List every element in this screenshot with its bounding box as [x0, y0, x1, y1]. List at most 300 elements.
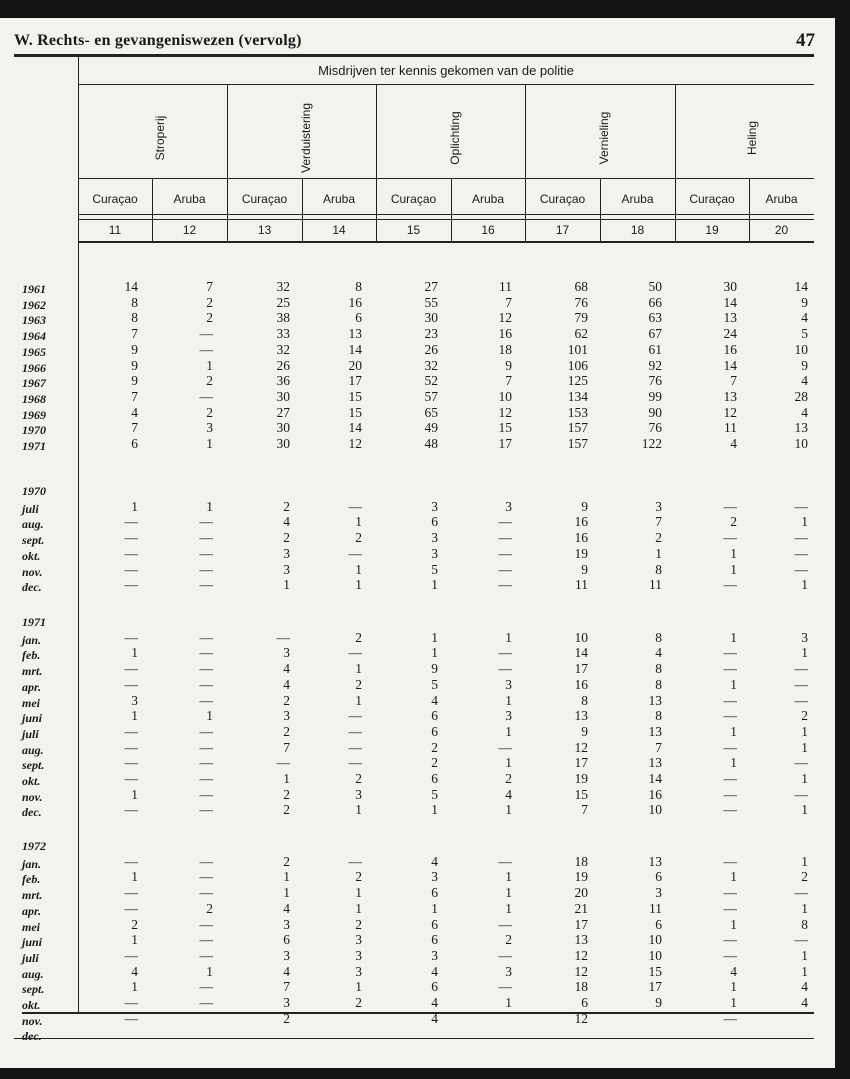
table-cell: 2: [283, 802, 290, 818]
table-cell: —: [498, 979, 512, 995]
row-label: dec.: [22, 805, 42, 820]
table-cell: —: [199, 545, 213, 561]
table-cell: 12: [574, 739, 588, 755]
table-cell: —: [794, 692, 808, 708]
table-cell: —: [498, 916, 512, 932]
row-label: sept.: [22, 758, 45, 773]
column-number: 16: [481, 223, 495, 237]
table-cell: 1: [131, 498, 138, 514]
table-cell: 9: [801, 294, 808, 310]
table-cell: —: [124, 530, 138, 546]
table-cell: 3: [655, 498, 662, 514]
table-cell: —: [199, 661, 213, 677]
table-cell: 9: [131, 357, 138, 373]
table-cell: 1: [505, 995, 512, 1010]
table-cell: —: [199, 645, 213, 661]
row-label: 1969: [22, 407, 46, 422]
table-cell: 7: [730, 373, 737, 389]
table-cell: 1: [730, 561, 737, 577]
table-cell: 4: [801, 979, 808, 995]
page-bottom-rule: [14, 1038, 814, 1039]
table-cell: 14: [348, 341, 362, 357]
table-cell: 2: [206, 294, 213, 310]
table-cell: 1: [801, 771, 808, 786]
table-cell: 4: [801, 404, 808, 420]
column-number: 14: [332, 223, 346, 237]
table-cell: —: [723, 498, 737, 514]
table-cell: 5: [431, 676, 438, 692]
table-cell: 24: [723, 326, 737, 342]
row-label: aug.: [22, 966, 44, 981]
table-cell: —: [124, 739, 138, 755]
group-title: Misdrijven ter kennis gekomen van de politie: [318, 63, 574, 78]
table-cell: 10: [574, 629, 588, 645]
row-label: aug.: [22, 517, 44, 532]
table-cell: 1: [730, 979, 737, 995]
table-cell: 3: [283, 708, 290, 724]
table-cell: 4: [730, 963, 737, 979]
table-cell: —: [794, 561, 808, 577]
table-cell: 4: [431, 692, 438, 708]
row-label: 1965: [22, 344, 46, 359]
table-cell: 14: [794, 279, 808, 294]
table-cell: 2: [801, 869, 808, 885]
table-cell: —: [199, 932, 213, 948]
table-cell: 3: [505, 498, 512, 514]
table-cell: —: [124, 771, 138, 786]
table-cell: 9: [431, 661, 438, 677]
table-cell: 2: [431, 755, 438, 771]
table-cell: 2: [206, 373, 213, 389]
table-cell: —: [199, 947, 213, 963]
table-cell: 26: [424, 341, 438, 357]
category-label-verduistering: Verduistering: [299, 102, 313, 174]
table-cell: —: [348, 645, 362, 661]
table-cell: —: [199, 561, 213, 577]
table-cell: 4: [431, 963, 438, 979]
table-cell: 12: [498, 310, 512, 326]
table-cell: 1: [730, 995, 737, 1010]
table-cell: 30: [276, 388, 290, 404]
table-cell: —: [199, 869, 213, 885]
table-cell: 1: [206, 963, 213, 979]
table-cell: 3: [431, 498, 438, 514]
table-cell: 3: [801, 629, 808, 645]
table-cell: 2: [355, 676, 362, 692]
table-cell: —: [276, 629, 290, 645]
table-cell: 76: [574, 294, 588, 310]
table-cell: —: [124, 995, 138, 1010]
table-cell: 6: [581, 995, 588, 1010]
column-number: 17: [555, 223, 570, 237]
table-cell: 2: [283, 530, 290, 546]
colnum-rule-bottom: [78, 241, 814, 243]
table-cell: 3: [355, 963, 362, 979]
category-label-stroperij: Stroperij: [153, 115, 167, 161]
column-number: 18: [630, 223, 645, 237]
table-cell: 16: [648, 786, 662, 802]
table-cell: 3: [283, 947, 290, 963]
category-label-oplichting: Oplichting: [448, 111, 462, 165]
table-cell: 1: [801, 900, 808, 916]
table-cell: 8: [801, 916, 808, 932]
table-cell: 1: [206, 357, 213, 373]
table-cell: —: [723, 577, 737, 593]
table-cell: 7: [505, 373, 512, 389]
table-cell: 3: [655, 885, 662, 901]
table-cell: 23: [424, 326, 438, 342]
table-cell: 1: [801, 723, 808, 739]
table-cell: 3: [283, 545, 290, 561]
column-number: 11: [108, 223, 122, 237]
row-label: apr.: [22, 679, 42, 694]
table-cell: 62: [574, 326, 588, 342]
table-cell: 1: [431, 629, 438, 645]
table-cell: 48: [424, 436, 438, 451]
row-label: 1970: [22, 423, 46, 438]
table-cell: 4: [431, 853, 438, 869]
row-label: 1971: [22, 439, 46, 453]
table-cell: 6: [431, 916, 438, 932]
table-cell: —: [276, 755, 290, 771]
table-cell: —: [124, 676, 138, 692]
row-label: 1961: [22, 282, 46, 296]
table-cell: 1: [283, 885, 290, 901]
table-cell: 1: [206, 498, 213, 514]
block-year-label: 1972: [22, 839, 46, 853]
row-label: 1963: [22, 313, 46, 328]
row-label: nov.: [22, 1013, 43, 1028]
table-cell: —: [723, 947, 737, 963]
colnum-rule-top: [78, 219, 814, 220]
category-rule: [78, 178, 814, 179]
table-cell: 5: [801, 326, 808, 342]
table-cell: 52: [424, 373, 438, 389]
table-cell: 12: [574, 947, 588, 963]
table-cell: 13: [574, 932, 588, 948]
region-divider-2: [451, 178, 452, 242]
table-cell: —: [348, 739, 362, 755]
table-cell: 6: [431, 771, 438, 786]
table-cell: 1: [505, 692, 512, 708]
table-cell: 2: [283, 723, 290, 739]
table-cell: 4: [505, 786, 512, 802]
table-cell: 1: [431, 900, 438, 916]
table-cell: 8: [655, 629, 662, 645]
table-cell: 14: [648, 771, 662, 786]
table-cell: 3: [283, 561, 290, 577]
table-cell: 11: [499, 279, 512, 294]
table-cell: 6: [131, 436, 138, 451]
table-cell: 10: [648, 932, 662, 948]
table-cell: 2: [355, 629, 362, 645]
table-cell: 1: [131, 645, 138, 661]
table-cell: —: [794, 755, 808, 771]
table-cell: 6: [655, 869, 662, 885]
table-cell: 3: [131, 692, 138, 708]
table-cell: 1: [283, 771, 290, 786]
table-cell: 1: [355, 885, 362, 901]
table-cell: 1: [801, 739, 808, 755]
table-cell: 125: [567, 373, 588, 389]
table-cell: 4: [655, 645, 662, 661]
table-cell: 2: [801, 708, 808, 724]
table-cell: —: [723, 771, 737, 786]
table-cell: —: [348, 755, 362, 771]
table-cell: —: [124, 947, 138, 963]
table-cell: 2: [131, 916, 138, 932]
table-cell: 30: [424, 310, 438, 326]
table-cell: —: [124, 577, 138, 593]
table-cell: 4: [801, 310, 808, 326]
region-label: Aruba: [765, 192, 798, 206]
table-cell: 20: [574, 885, 588, 901]
table-cell: 14: [348, 420, 362, 436]
table-cell: 2: [655, 530, 662, 546]
region-divider-4: [749, 178, 750, 242]
table-cell: 13: [648, 755, 662, 771]
table-cell: 9: [505, 357, 512, 373]
table-cell: 5: [431, 786, 438, 802]
table-cell: —: [199, 885, 213, 901]
table-cell: 76: [648, 420, 662, 436]
column-number: 20: [774, 223, 789, 237]
table-cell: —: [199, 326, 213, 342]
row-label: juli: [22, 950, 39, 965]
table-cell: 15: [648, 963, 662, 979]
table-cell: 1: [355, 577, 362, 593]
table-cell: —: [124, 661, 138, 677]
table-cell: 3: [283, 995, 290, 1010]
region-divider-3: [600, 178, 601, 242]
table-cell: 15: [574, 786, 588, 802]
table-cell: —: [348, 853, 362, 869]
table-cell: 65: [424, 404, 438, 420]
table-cell: —: [199, 341, 213, 357]
table-cell: 16: [574, 676, 588, 692]
table-cell: 13: [723, 310, 737, 326]
table-cell: 14: [723, 294, 737, 310]
header-top-rule: [14, 54, 814, 57]
table-cell: 26: [276, 357, 290, 373]
row-label: mrt.: [22, 888, 43, 903]
table-cell: 1: [431, 802, 438, 818]
table-cell: 8: [655, 708, 662, 724]
table-cell: 1: [355, 802, 362, 818]
region-label: Aruba: [173, 192, 206, 206]
category-label-vernieling: Vernieling: [597, 111, 611, 165]
table-cell: —: [348, 545, 362, 561]
table-cell: 21: [574, 900, 588, 916]
table-cell: 1: [801, 514, 808, 530]
region-label: Curaçao: [689, 192, 735, 206]
table-cell: 36: [276, 373, 290, 389]
block-year-label: 1970: [22, 484, 46, 498]
table-cell: 12: [574, 963, 588, 979]
table-cell: —: [794, 498, 808, 514]
table-cell: 1: [801, 947, 808, 963]
table-cell: —: [348, 723, 362, 739]
table-cell: 1: [730, 676, 737, 692]
table-cell: —: [498, 530, 512, 546]
category-label-heling: Heling: [745, 120, 759, 156]
table-cell: 13: [648, 692, 662, 708]
table-cell: 4: [431, 995, 438, 1010]
table-cell: 17: [348, 373, 362, 389]
row-label: feb.: [22, 648, 41, 663]
table-cell: 1: [505, 802, 512, 818]
category-divider-1: [376, 84, 377, 242]
row-label: dec.: [22, 1029, 42, 1044]
table-cell: 30: [276, 420, 290, 436]
table-cell: 12: [723, 404, 737, 420]
table-cell: 1: [206, 708, 213, 724]
table-cell: 20: [348, 357, 362, 373]
table-cell: 1: [355, 979, 362, 995]
region-rule: [78, 214, 814, 215]
table-cell: 3: [355, 786, 362, 802]
table-cell: 32: [276, 341, 290, 357]
table-cell: 99: [648, 388, 662, 404]
table-cell: —: [498, 947, 512, 963]
table-cell: 18: [574, 853, 588, 869]
table-cell: 1: [355, 692, 362, 708]
table-cell: 1: [283, 577, 290, 593]
table-cell: —: [794, 545, 808, 561]
table-cell: 6: [431, 885, 438, 901]
table-cell: 157: [567, 436, 588, 451]
table-cell: —: [199, 577, 213, 593]
table-cell: 2: [355, 869, 362, 885]
table-cell: —: [498, 545, 512, 561]
table-cell: 1: [431, 577, 438, 593]
table-cell: —: [124, 755, 138, 771]
table-cell: —: [124, 514, 138, 530]
table-cell: 6: [431, 514, 438, 530]
table-cell: 57: [424, 388, 438, 404]
page-header-title: W. Rechts- en gevangeniswezen (vervolg): [14, 32, 302, 49]
table-cell: —: [723, 1010, 737, 1026]
table-cell: 19: [574, 771, 588, 786]
table-cell: —: [794, 885, 808, 901]
table-cell: 32: [424, 357, 438, 373]
table-cell: —: [199, 995, 213, 1010]
row-label: okt.: [22, 774, 41, 788]
document-page: [0, 18, 835, 1068]
table-cell: 38: [276, 310, 290, 326]
table-cell: 4: [131, 963, 138, 979]
table-cell: 1: [283, 869, 290, 885]
table-cell: —: [199, 692, 213, 708]
table-cell: 7: [131, 326, 138, 342]
table-cell: —: [199, 388, 213, 404]
table-cell: —: [723, 661, 737, 677]
table-cell: 3: [355, 932, 362, 948]
table-cell: 13: [648, 723, 662, 739]
table-cell: 2: [355, 995, 362, 1010]
table-cell: 9: [131, 341, 138, 357]
table-cell: 4: [801, 995, 808, 1010]
table-cell: 8: [131, 310, 138, 326]
table-cell: 2: [431, 739, 438, 755]
table-cell: 1: [505, 869, 512, 885]
table-cell: —: [199, 802, 213, 818]
table-cell: —: [498, 739, 512, 755]
row-label: jan.: [22, 632, 42, 647]
table-cell: 6: [355, 310, 362, 326]
table-cell: 12: [574, 1010, 588, 1026]
table-cell: 4: [431, 1010, 438, 1026]
table-cell: —: [124, 900, 138, 916]
table-cell: 7: [283, 979, 290, 995]
table-cell: 9: [131, 373, 138, 389]
group-title-rule: [78, 84, 814, 85]
row-label: jan.: [22, 856, 42, 871]
table-cell: —: [723, 900, 737, 916]
category-divider-0: [227, 84, 228, 242]
table-cell: 8: [581, 692, 588, 708]
table-cell: 28: [794, 388, 808, 404]
table-cell: 13: [723, 388, 737, 404]
table-cell: —: [794, 932, 808, 948]
table-cell: 7: [283, 739, 290, 755]
table-cell: 1: [801, 853, 808, 869]
table-cell: —: [199, 629, 213, 645]
table-cell: —: [723, 739, 737, 755]
table-cell: 3: [431, 947, 438, 963]
table-cell: 63: [648, 310, 662, 326]
table-cell: 8: [131, 294, 138, 310]
table-cell: 1: [505, 885, 512, 901]
table-cell: —: [199, 723, 213, 739]
table-cell: 90: [648, 404, 662, 420]
table-cell: 9: [581, 723, 588, 739]
row-label: juli: [22, 501, 39, 516]
table-cell: 9: [581, 498, 588, 514]
column-number: 12: [182, 223, 197, 237]
table-cell: —: [199, 979, 213, 995]
table-cell: 16: [574, 514, 588, 530]
row-label: nov.: [22, 564, 43, 579]
table-cell: 13: [794, 420, 808, 436]
table-cell: 1: [801, 802, 808, 818]
table-cell: 50: [648, 279, 662, 294]
table-cell: 1: [131, 932, 138, 948]
table-cell: —: [124, 802, 138, 818]
row-label: 1967: [22, 376, 46, 391]
table-cell: —: [498, 514, 512, 530]
table-cell: —: [794, 786, 808, 802]
table-cell: 9: [581, 561, 588, 577]
region-divider-0: [152, 178, 153, 242]
region-label: Curaçao: [390, 192, 437, 206]
table-cell: 17: [574, 661, 588, 677]
row-label: nov.: [22, 789, 43, 804]
table-cell: 14: [723, 357, 737, 373]
table-cell: 68: [574, 279, 588, 294]
table-cell: 17: [574, 755, 588, 771]
table-cell: —: [124, 561, 138, 577]
table-cell: 4: [801, 373, 808, 389]
table-cell: 27: [276, 404, 290, 420]
table-cell: 2: [730, 514, 737, 530]
table-cell: 106: [567, 357, 588, 373]
row-label: mrt.: [22, 664, 43, 679]
table-cell: 6: [431, 932, 438, 948]
table-cell: 4: [131, 404, 138, 420]
table-cell: 7: [131, 420, 138, 436]
table-cell: 1: [355, 514, 362, 530]
